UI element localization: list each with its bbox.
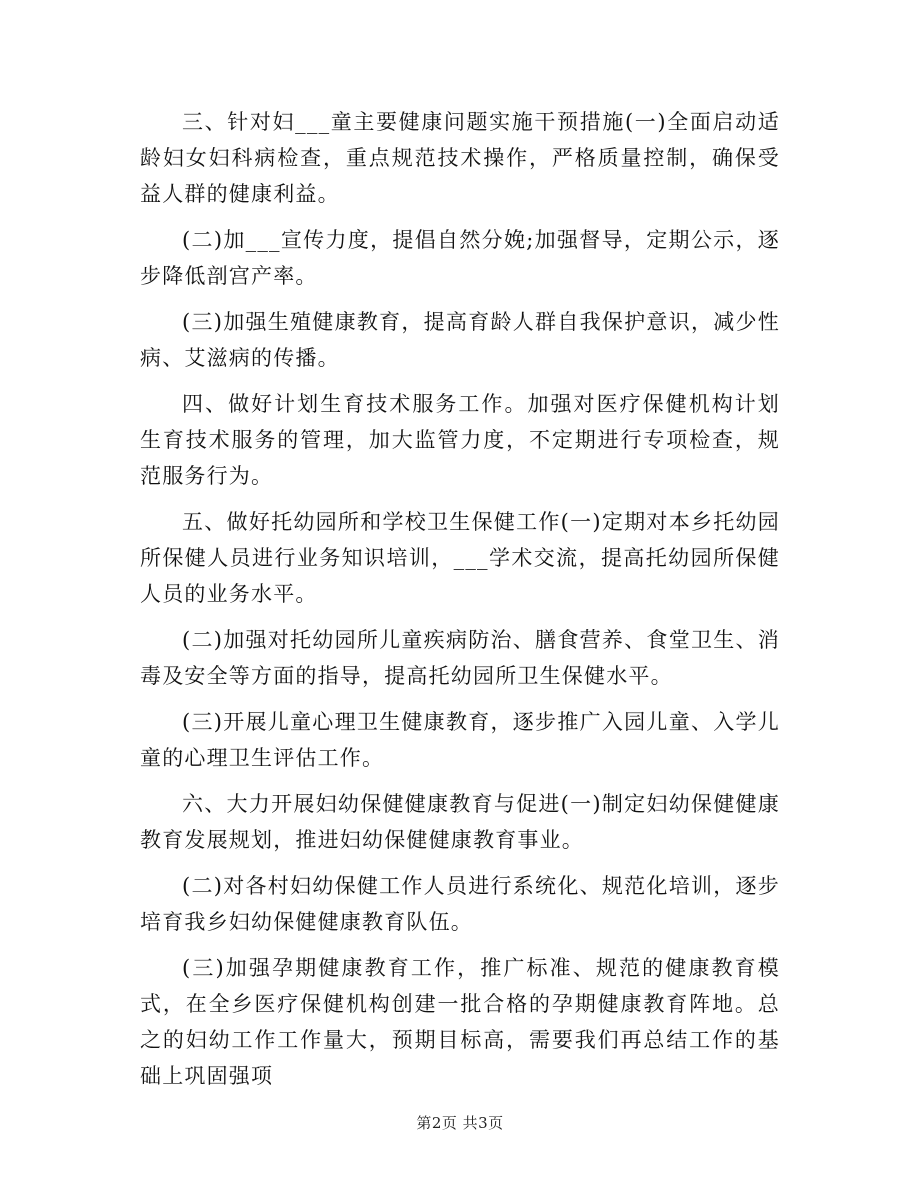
paragraph-7: (三)开展儿童心理卫生健康教育，逐步推广入园儿童、入学儿童的心理卫生评估工作。 (140, 710, 780, 770)
paragraph-6: (二)加强对托幼园所儿童疾病防治、膳食营养、食堂卫生、消毒及安全等方面的指导，提高托幼园所卫生保健水平。 (140, 628, 780, 688)
page-indicator: 第2页 共3页 (416, 1114, 504, 1132)
paragraph-4: 四、做好计划生育技术服务工作。加强对医疗保健机构计划生育技术服务的管理，加大监管力度，不定期进行专项检查，规范服务行为。 (140, 392, 780, 488)
paragraph-9: (二)对各村妇幼保健工作人员进行系统化、规范化培训，逐步培育我乡妇幼保健健康教育队伍。 (140, 874, 780, 934)
paragraph-5: 五、做好托幼园所和学校卫生保健工作(一)定期对本乡托幼园所保健人员进行业务知识培训，___学术交流，提高托幼园所保健人员的业务水平。 (140, 510, 780, 606)
document-body (140, 104, 780, 1104)
paragraph-8: 六、大力开展妇幼保健健康教育与促进(一)制定妇幼保健健康教育发展规划，推进妇幼保健健康教育事业。 (140, 792, 780, 852)
paragraph-1: 三、针对妇___童主要健康问题实施干预措施(一)全面启动适龄妇女妇科病检查，重点规范技术操作，严格质量控制，确保受益人群的健康利益。 (140, 110, 780, 206)
paragraph-10: (三)加强孕期健康教育工作，推广标准、规范的健康教育模式，在全乡医疗保健机构创建一批合格的孕期健康教育阵地。总之的妇幼工作工作量大，预期目标高，需要我们再总结工作的基础上巩固强项 (140, 956, 780, 1088)
paragraph-2: (二)加___宣传力度，提倡自然分娩;加强督导，定期公示，逐步降低剖宫产率。 (140, 228, 780, 288)
paragraph-3: (三)加强生殖健康教育，提高育龄人群自我保护意识，减少性病、艾滋病的传播。 (140, 310, 780, 370)
